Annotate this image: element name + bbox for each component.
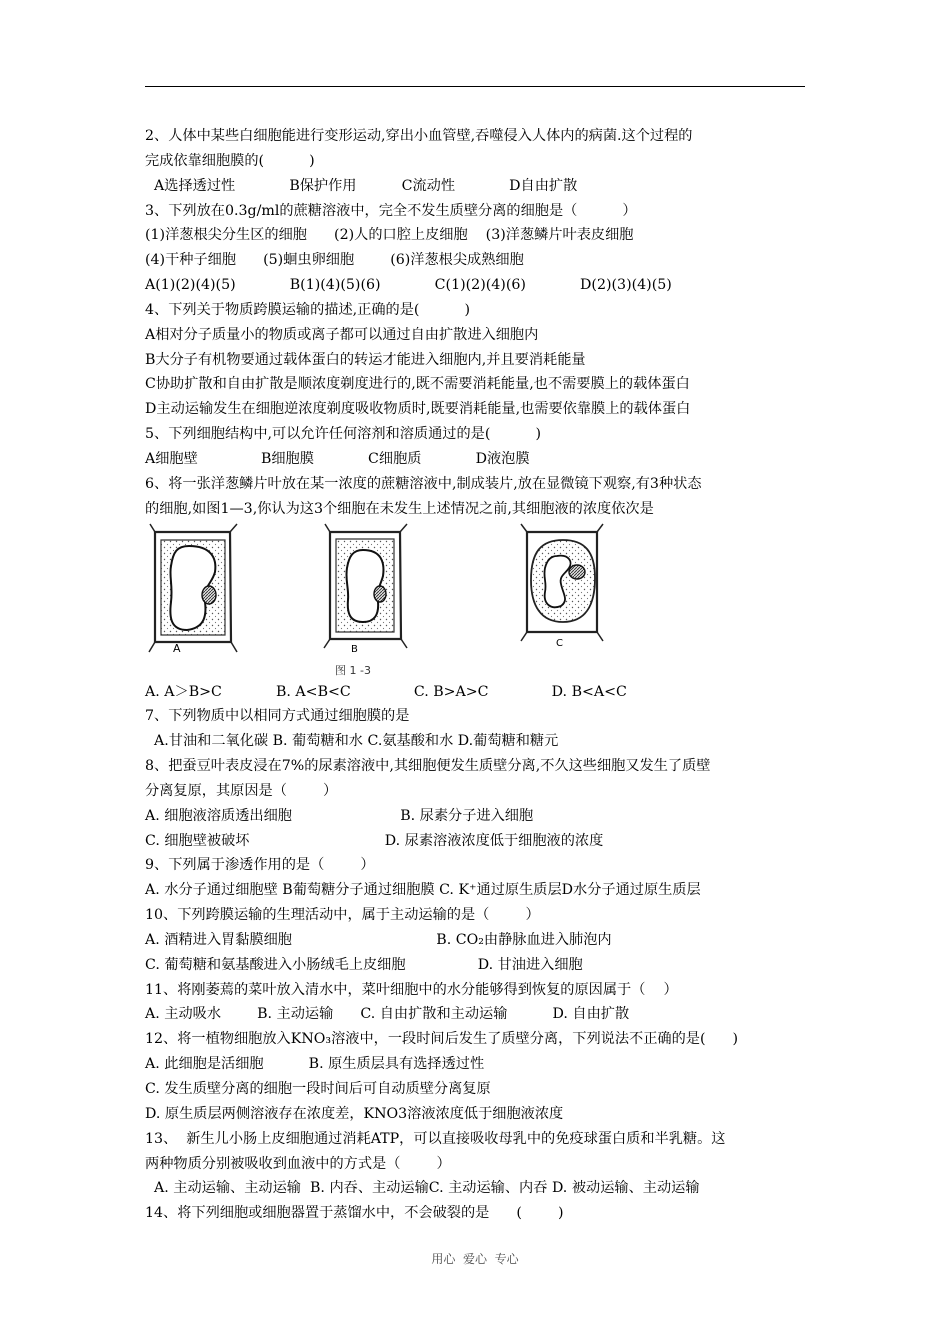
page-footer: 用心 爱心 专心 — [431, 1252, 519, 1266]
text-line: 12、将一植物细胞放入KNO₃溶液中，一段时间后发生了质壁分离，下列说法不正确的是( ) — [145, 1031, 739, 1048]
text-line: A.甘油和二氧化碳 B. 葡萄糖和水 C.氨基酸和水 D.葡萄糖和糖元 — [145, 733, 559, 750]
figure-caption: 图 1 -3 — [335, 663, 371, 677]
text-line: 5、下列细胞结构中,可以允许任何溶剂和溶质通过的是( ) — [145, 426, 542, 443]
text-line: A. A＞B>C B. A<B<C C. B>A>C D. B<A<C — [145, 683, 627, 700]
cell-figure — [145, 522, 810, 680]
text-line: (1)洋葱根尖分生区的细胞 (2)人的口腔上皮细胞 (3)洋葱鳞片叶表皮细胞 — [145, 227, 634, 244]
text-line: A选择透过性 B保护作用 C流动性 D自由扩散 — [145, 177, 578, 194]
label-b: B — [351, 643, 358, 655]
label-c: C — [556, 637, 563, 649]
text-line: 4、下列关于物质跨膜运输的描述,正确的是( ) — [145, 301, 471, 318]
text-line: 完成依靠细胞膜的( ) — [145, 152, 315, 169]
text-line: 8、把蚕豆叶表皮浸在7%的尿素溶液中,其细胞便发生质壁分离,不久这些细胞又发生了质壁 — [145, 758, 711, 775]
text-line: 9、下列属于渗透作用的是（ ） — [145, 857, 375, 874]
text-line: 3、下列放在0.3g/ml的蔗糖溶液中，完全不发生质壁分离的细胞是（ ） — [145, 202, 637, 219]
text-line: A细胞壁 B细胞膜 C细胞质 D液泡膜 — [145, 450, 530, 467]
cell-diagram-svg — [145, 522, 810, 680]
cell-c — [521, 524, 603, 649]
text-line: C协助扩散和自由扩散是顺浓度剃度进行的,既不需要消耗能量,也不需要膜上的载体蛋白 — [145, 376, 690, 393]
text-line: D主动运输发生在细胞逆浓度剃度吸收物质时,既要消耗能量,也需要依靠膜上的载体蛋白 — [145, 401, 691, 418]
text-line: B大分子有机物要通过载体蛋白的转运才能进入细胞内,并且要消耗能量 — [145, 351, 586, 368]
text-line: A. 酒精进入胃黏膜细胞 B. CO₂由静脉血进入肺泡内 — [145, 931, 612, 948]
question-block-after-figure — [145, 680, 810, 1227]
text-line: 11、将刚萎蔫的菜叶放入清水中，菜叶细胞中的水分能够得到恢复的原因属于（ ） — [145, 981, 678, 998]
text-line: 2、人体中某些白细胞能进行变形运动,穿出小血管壁,吞噬侵入人体内的病菌.这个过程的 — [145, 128, 693, 144]
text-line: C. 细胞壁被破坏 D. 尿素溶液浓度低于细胞液的浓度 — [145, 832, 604, 849]
text-line: D. 原生质层两侧溶液存在浓度差，KNO3溶液浓度低于细胞液浓度 — [145, 1105, 564, 1122]
text-line: 13、 新生儿小肠上皮细胞通过消耗ATP，可以直接吸收母乳中的免疫球蛋白质和半乳糖。这 — [145, 1130, 726, 1147]
text-line: A相对分子质量小的物质或离子都可以通过自由扩散进入细胞内 — [145, 326, 539, 343]
text-line: 6、将一张洋葱鳞片叶放在某一浓度的蔗糖溶液中,制成装片,放在显微镜下观察,有3种状态 — [145, 475, 702, 492]
text-line: A(1)(2)(4)(5) B(1)(4)(5)(6) C(1)(2)(4)(6) D(2)(3)(4)(5) — [145, 277, 672, 294]
cell-b — [324, 524, 407, 655]
text-line: A. 水分子通过细胞壁 B葡萄糖分子通过细胞膜 C. K⁺通过原生质层D水分子通过原生质层 — [145, 882, 701, 899]
label-a: A — [173, 641, 181, 655]
text-line: A. 细胞液溶质透出细胞 B. 尿素分子进入细胞 — [145, 807, 534, 824]
text-line: A. 此细胞是活细胞 B. 原生质层具有选择透过性 — [145, 1056, 485, 1073]
text-line: 14、将下列细胞或细胞器置于蒸馏水中，不会破裂的是 ( ) — [145, 1205, 564, 1222]
text-line: C. 葡萄糖和氨基酸进入小肠绒毛上皮细胞 D. 甘油进入细胞 — [145, 956, 583, 973]
text-line: C. 发生质壁分离的细胞一段时间后可自动质壁分离复原 — [145, 1081, 491, 1097]
text-line: A. 主动吸水 B. 主动运输 C. 自由扩散和主动运输 D. 自由扩散 — [145, 1006, 630, 1023]
cell-a — [149, 524, 237, 655]
text-line: 10、下列跨膜运输的生理活动中，属于主动运输的是（ ） — [145, 907, 540, 924]
text-line: 分离复原，其原因是（ ） — [145, 782, 338, 799]
text-line: A. 主动运输、主动运输 B. 内吞、主动运输C. 主动运输、内吞 D. 被动运输、主动运输 — [145, 1180, 700, 1197]
document-body — [145, 124, 810, 1226]
text-line: 两种物质分别被吸收到血液中的方式是（ ） — [145, 1155, 451, 1172]
text-line: 的细胞,如图1—3,你认为这3个细胞在未发生上述情况之前,其细胞液的浓度依次是 — [145, 500, 654, 517]
question-block-before-figure — [145, 124, 810, 522]
text-line: 7、下列物质中以相同方式通过细胞膜的是 — [145, 708, 410, 725]
text-line: (4)干种子细胞 (5)蛔虫卵细胞 (6)洋葱根尖成熟细胞 — [145, 252, 524, 269]
header-rule — [145, 86, 805, 87]
